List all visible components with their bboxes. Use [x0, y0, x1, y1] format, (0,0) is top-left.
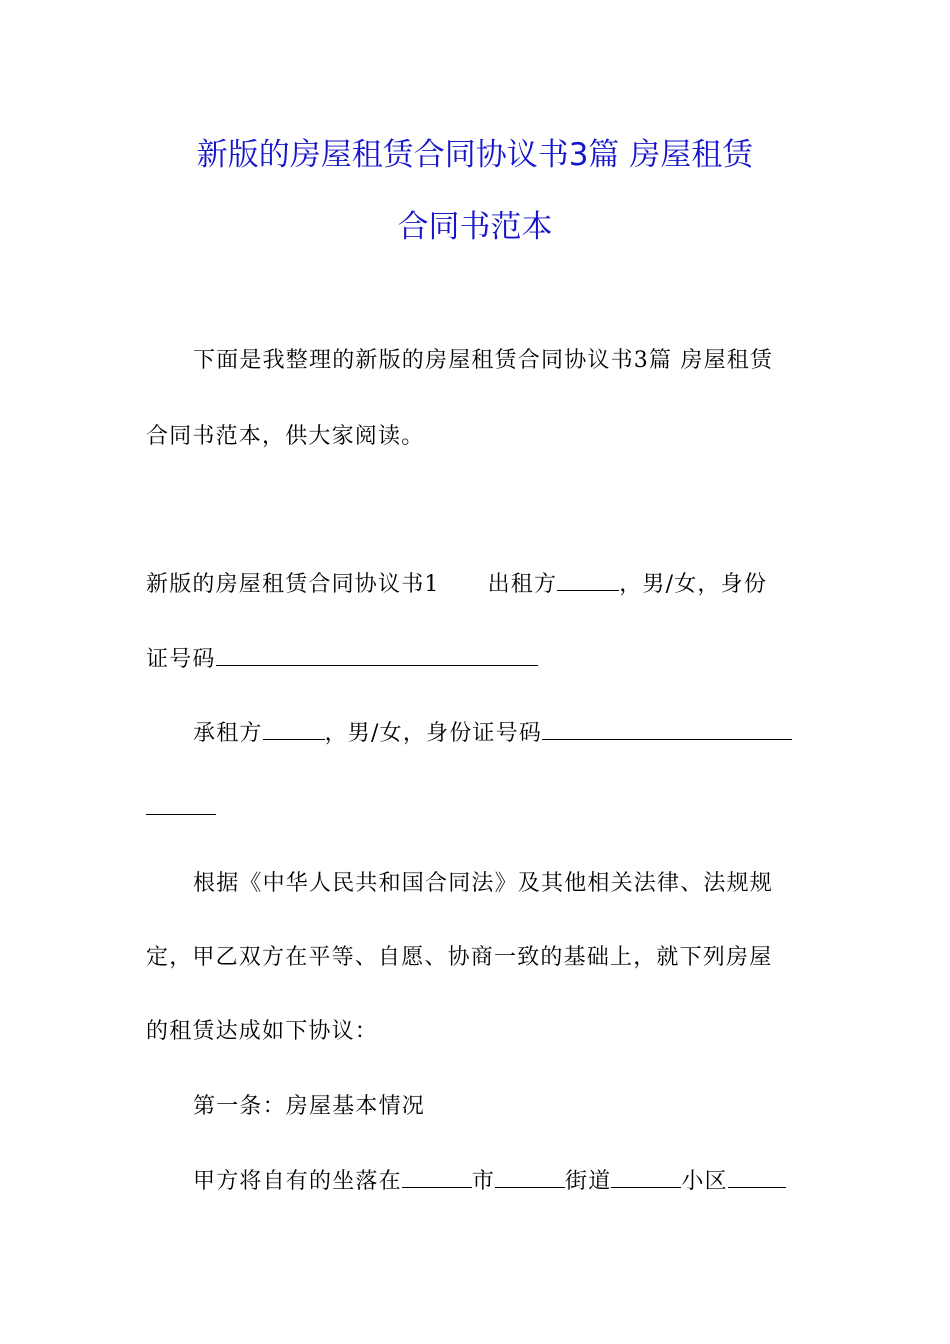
lessee-name-blank — [263, 719, 325, 740]
basis-line-3: 的租赁达成如下协议： — [146, 1019, 379, 1044]
community-blank — [611, 1167, 681, 1188]
basis-line-2: 定，甲乙双方在平等、自愿、协商一致的基础上，就下列房屋 — [146, 945, 773, 970]
lessor-label: 出租方 — [487, 572, 558, 597]
lessor-gender-text: ，男/女，身份 — [619, 572, 768, 597]
lessor-id-line — [146, 645, 538, 674]
building-blank — [728, 1167, 786, 1188]
city-label: 市 — [471, 1169, 496, 1194]
lessor-id-blank — [216, 645, 538, 666]
article-1-location-line — [193, 1167, 786, 1196]
article-1-prefix: 甲方将自有的坐落在 — [193, 1169, 402, 1194]
intro-line-2: 合同书范本，供大家阅读。 — [146, 424, 425, 449]
article-1-heading: 第一条：房屋基本情况 — [193, 1094, 426, 1119]
lessee-label: 承租方 — [193, 721, 263, 746]
section-1-heading: 新版的房屋租赁合同协议书1 — [146, 572, 440, 597]
lessee-gender-id-text: ，男/女，身份证号码 — [324, 721, 543, 746]
lessee-id-continuation — [146, 794, 216, 823]
lessor-name-blank — [557, 570, 619, 591]
intro-line-1: 下面是我整理的新版的房屋租赁合同协议书3篇 房屋租赁 — [193, 348, 774, 373]
document-title-line-1: 新版的房屋租赁合同协议书3篇 房屋租赁 — [196, 137, 754, 173]
lessor-id-label: 证号码 — [146, 647, 216, 672]
document-title-line-2: 合同书范本 — [397, 209, 553, 245]
section-1-lessor-line — [146, 570, 767, 599]
street-label: 街道 — [565, 1169, 612, 1194]
street-blank — [495, 1167, 565, 1188]
lessee-id-blank — [542, 719, 792, 740]
city-blank — [402, 1167, 472, 1188]
lessee-line — [193, 719, 792, 748]
basis-line-1: 根据《中华人民共和国合同法》及其他相关法律、法规规 — [193, 871, 774, 896]
community-label: 小区 — [681, 1169, 728, 1194]
lessee-id-blank-continued — [146, 794, 216, 815]
